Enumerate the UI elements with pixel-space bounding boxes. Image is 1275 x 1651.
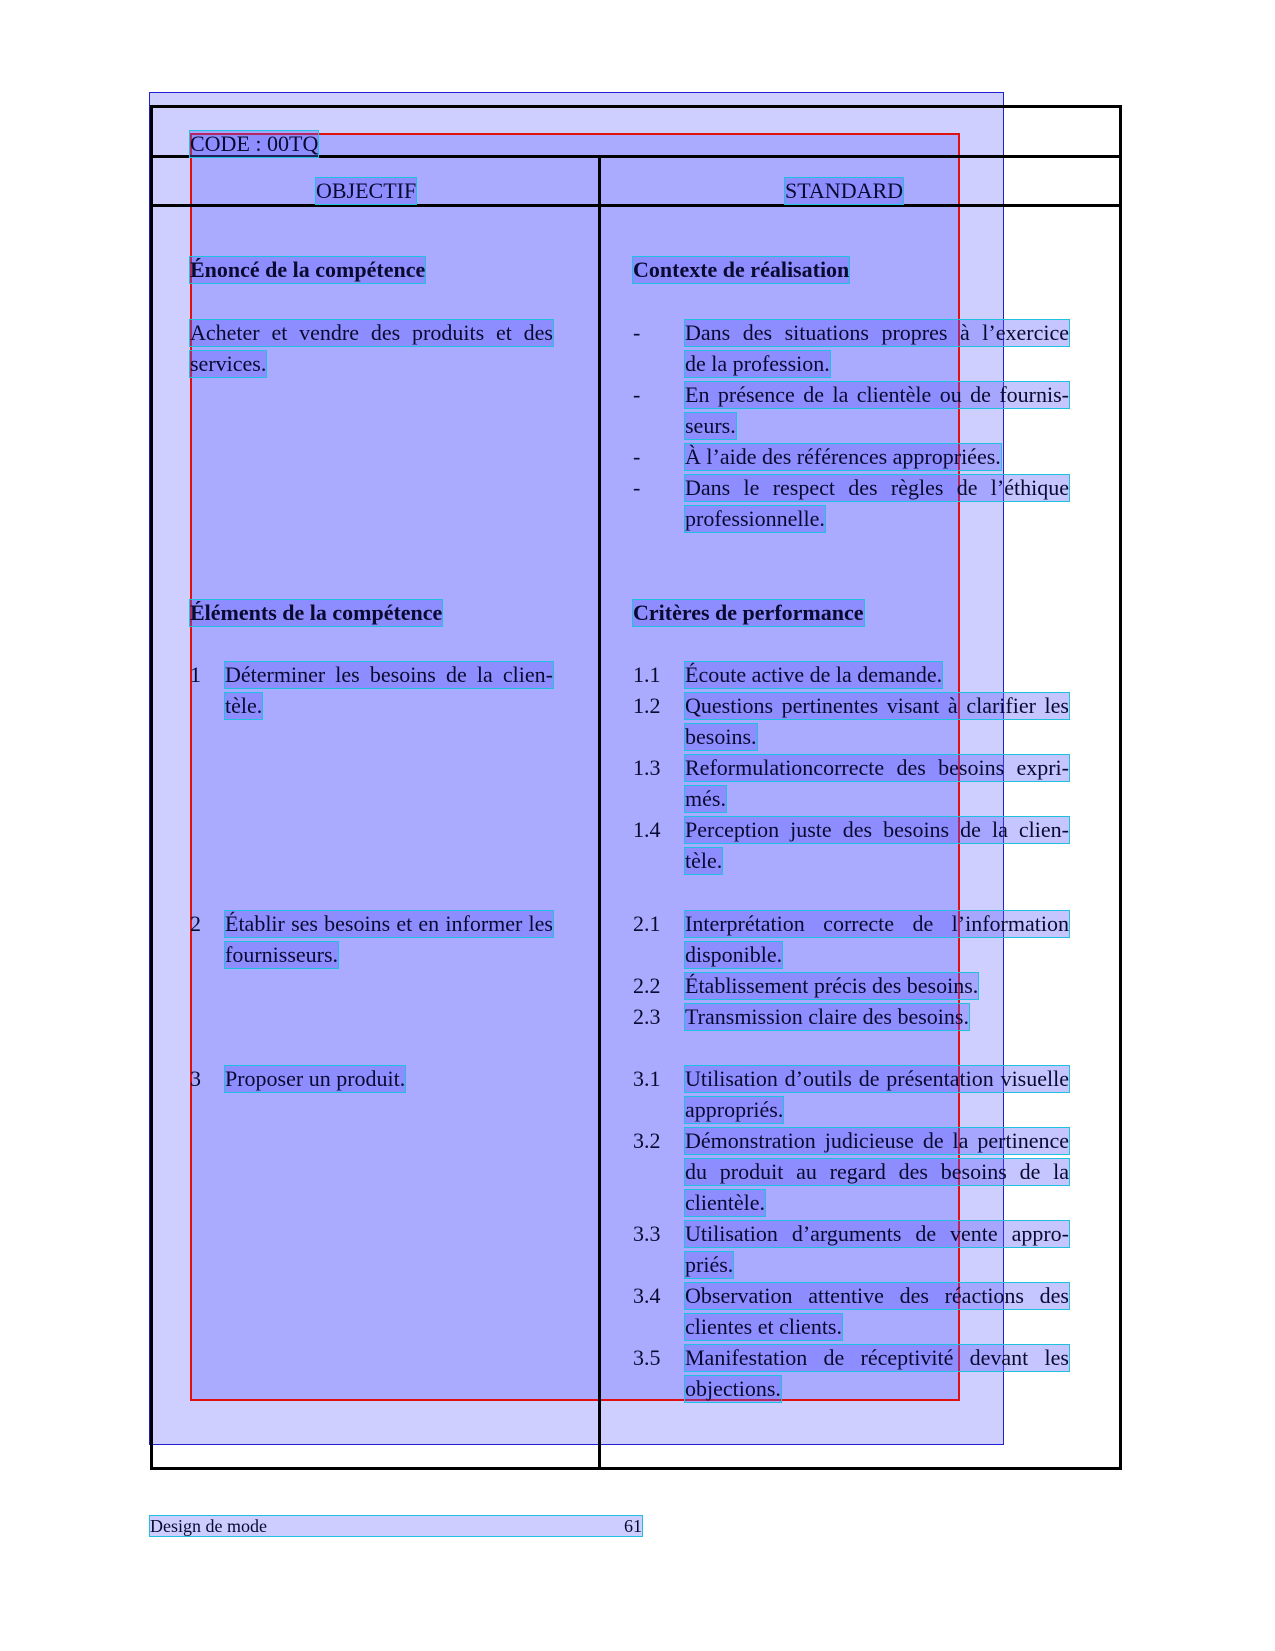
critere-line: Observation attentive des réactions des <box>685 1283 1069 1308</box>
contexte-bullet: - <box>633 444 641 469</box>
critere-number: 3.2 <box>633 1128 661 1153</box>
critere-line: Reformulationcorrecte des besoins expri- <box>685 755 1069 780</box>
critere-number: 3.5 <box>633 1345 661 1370</box>
elements-title: Éléments de la compétence <box>190 600 443 625</box>
contexte-line: En présence de la clientèle ou de fournis- <box>685 382 1069 407</box>
critere-line: disponible. <box>685 942 783 967</box>
critere-line: priés. <box>685 1252 734 1277</box>
element-line: Établir ses besoins et en informer les <box>225 911 553 936</box>
critere-line: appropriés. <box>685 1097 784 1122</box>
critere-number: 3.1 <box>633 1066 661 1091</box>
critere-number: 2.2 <box>633 973 661 998</box>
objectif-header: OBJECTIF <box>316 178 417 203</box>
element-line: Déterminer les besoins de la clien- <box>225 662 553 687</box>
enonce-line-1: Acheter et vendre des produits et des <box>190 320 553 345</box>
critere-line: tèle. <box>685 848 723 873</box>
critere-line: Perception juste des besoins de la clien- <box>685 817 1069 842</box>
element-line: tèle. <box>225 693 263 718</box>
enonce-line-2: services. <box>190 351 267 376</box>
page-number: 61 <box>624 1516 642 1536</box>
critere-line: objections. <box>685 1376 781 1401</box>
page-footer <box>150 1516 642 1536</box>
contexte-line: seurs. <box>685 413 736 438</box>
element-number: 3 <box>190 1066 201 1091</box>
critere-number: 1.3 <box>633 755 661 780</box>
contexte-line: Dans le respect des règles de l’éthique <box>685 475 1069 500</box>
critere-line: Transmission claire des besoins. <box>685 1004 969 1029</box>
critere-number: 2.3 <box>633 1004 661 1029</box>
critere-line: Écoute active de la demande. <box>685 662 943 687</box>
critere-line: més. <box>685 786 726 811</box>
contexte-bullet: - <box>633 382 641 407</box>
contexte-line: professionnelle. <box>685 506 825 531</box>
critere-number: 1.4 <box>633 817 661 842</box>
contexte-line: de la profession. <box>685 351 830 376</box>
critere-line: Utilisation d’arguments de vente appro- <box>685 1221 1069 1246</box>
contexte-line: À l’aide des références appropriées. <box>685 444 1001 469</box>
contexte-title: Contexte de réalisation <box>633 257 850 282</box>
competence-table <box>150 105 1122 1470</box>
element-line: Proposer un produit. <box>225 1066 406 1091</box>
critere-line: clientèle. <box>685 1190 766 1215</box>
critere-line: Établissement précis des besoins. <box>685 973 979 998</box>
enonce-title: Énoncé de la compétence <box>190 257 426 282</box>
critere-line: Manifestation de réceptivité devant les <box>685 1345 1069 1370</box>
element-number: 1 <box>190 662 201 687</box>
critere-number: 2.1 <box>633 911 661 936</box>
footer-title: Design de mode <box>150 1516 267 1536</box>
critere-number: 1.2 <box>633 693 661 718</box>
contexte-line: Dans des situations propres à l’exercice <box>685 320 1069 345</box>
critere-number: 1.1 <box>633 662 661 687</box>
critere-number: 3.3 <box>633 1221 661 1246</box>
critere-line: Questions pertinentes visant à clarifier les <box>685 693 1069 718</box>
code-label: CODE : 00TQ <box>190 131 319 156</box>
contexte-bullet: - <box>633 320 641 345</box>
critere-line: du produit au regard des besoins de la <box>685 1159 1069 1184</box>
element-line: fournisseurs. <box>225 942 339 967</box>
critere-line: Interprétation correcte de l’information <box>685 911 1069 936</box>
contexte-bullet: - <box>633 475 641 500</box>
element-number: 2 <box>190 911 201 936</box>
criteres-title: Critères de performance <box>633 600 864 625</box>
table-column-divider <box>598 157 601 1470</box>
critere-line: Démonstration judicieuse de la pertinence <box>685 1128 1069 1153</box>
critere-line: besoins. <box>685 724 757 749</box>
critere-line: Utilisation d’outils de présentation visuelle <box>685 1066 1069 1091</box>
critere-number: 3.4 <box>633 1283 661 1308</box>
standard-header: STANDARD <box>785 178 904 203</box>
table-rule-2 <box>150 204 1122 207</box>
critere-line: clientes et clients. <box>685 1314 842 1339</box>
